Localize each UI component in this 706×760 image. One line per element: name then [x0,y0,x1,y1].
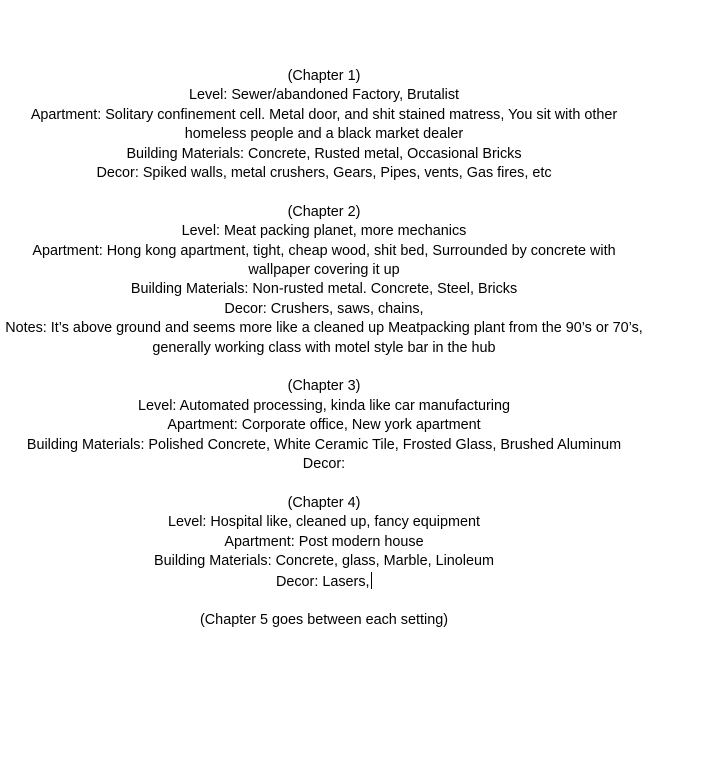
chapter-3-level: Level: Automated processing, kinda like car manufacturing [138,397,510,414]
chapter-1-level: Level: Sewer/abandoned Factory, Brutalist [188,87,460,104]
paragraph-gap [0,358,648,377]
chapter-4-heading: (Chapter 4) [287,494,361,511]
chapter-3-materials: Building Materials: Polished Concrete, White Ceramic Tile, Frosted Glass, Brushed Aluminum [26,436,622,453]
chapter-1-decor: Decor: Spiked walls, metal crushers, Gears, Pipes, vents, Gas fires, etc [96,165,552,182]
paragraph-gap [0,592,648,611]
chapter-5-note: (Chapter 5 goes between each setting) [200,612,448,629]
chapter-3-heading: (Chapter 3) [287,378,361,395]
chapter-4-materials: Building Materials: Concrete, glass, Marble, Linoleum [154,553,494,570]
chapter-1-heading: (Chapter 1) [287,68,361,84]
chapter-2-decor: Decor: Crushers, saws, chains, [224,300,424,317]
chapter-4-decor-line [0,572,648,592]
paragraph-gap [0,475,648,494]
chapter-2-apartment: Apartment: Hong kong apartment, tight, cheap wood, shit bed, Surrounded by concrete with wallpaper covering it up [32,242,616,279]
chapter-3-apartment: Apartment: Corporate office, New york apartment [167,417,481,434]
chapter-4-decor: Decor: Lasers, [275,573,370,590]
chapter-4-apartment: Apartment: Post modern house [224,533,424,550]
chapter-2-level: Level: Meat packing planet, more mechanics [181,223,467,240]
paragraph-gap [0,183,648,202]
text-cursor [371,572,373,589]
document-body[interactable] [0,67,648,631]
chapter-1-materials: Building Materials: Concrete, Rusted metal, Occasional Bricks [126,145,522,162]
chapter-2-notes: Notes: It’s above ground and seems more like a cleaned up Meatpacking plant from the 90’s or 70’s, generally working class with motel style bar in the hub [5,320,643,356]
chapter-1-apartment: Apartment: Solitary confinement cell. Metal door, and shit stained matress, You sit with other homeless people and a black market dealer [30,106,618,143]
chapter-4-level: Level: Hospital like, cleaned up, fancy equipment [168,514,480,531]
chapter-2-materials: Building Materials: Non-rusted metal. Concrete, Steel, Bricks [130,281,518,298]
chapter-2-heading: (Chapter 2) [287,203,361,220]
chapter-3-decor: Decor: [302,456,346,473]
